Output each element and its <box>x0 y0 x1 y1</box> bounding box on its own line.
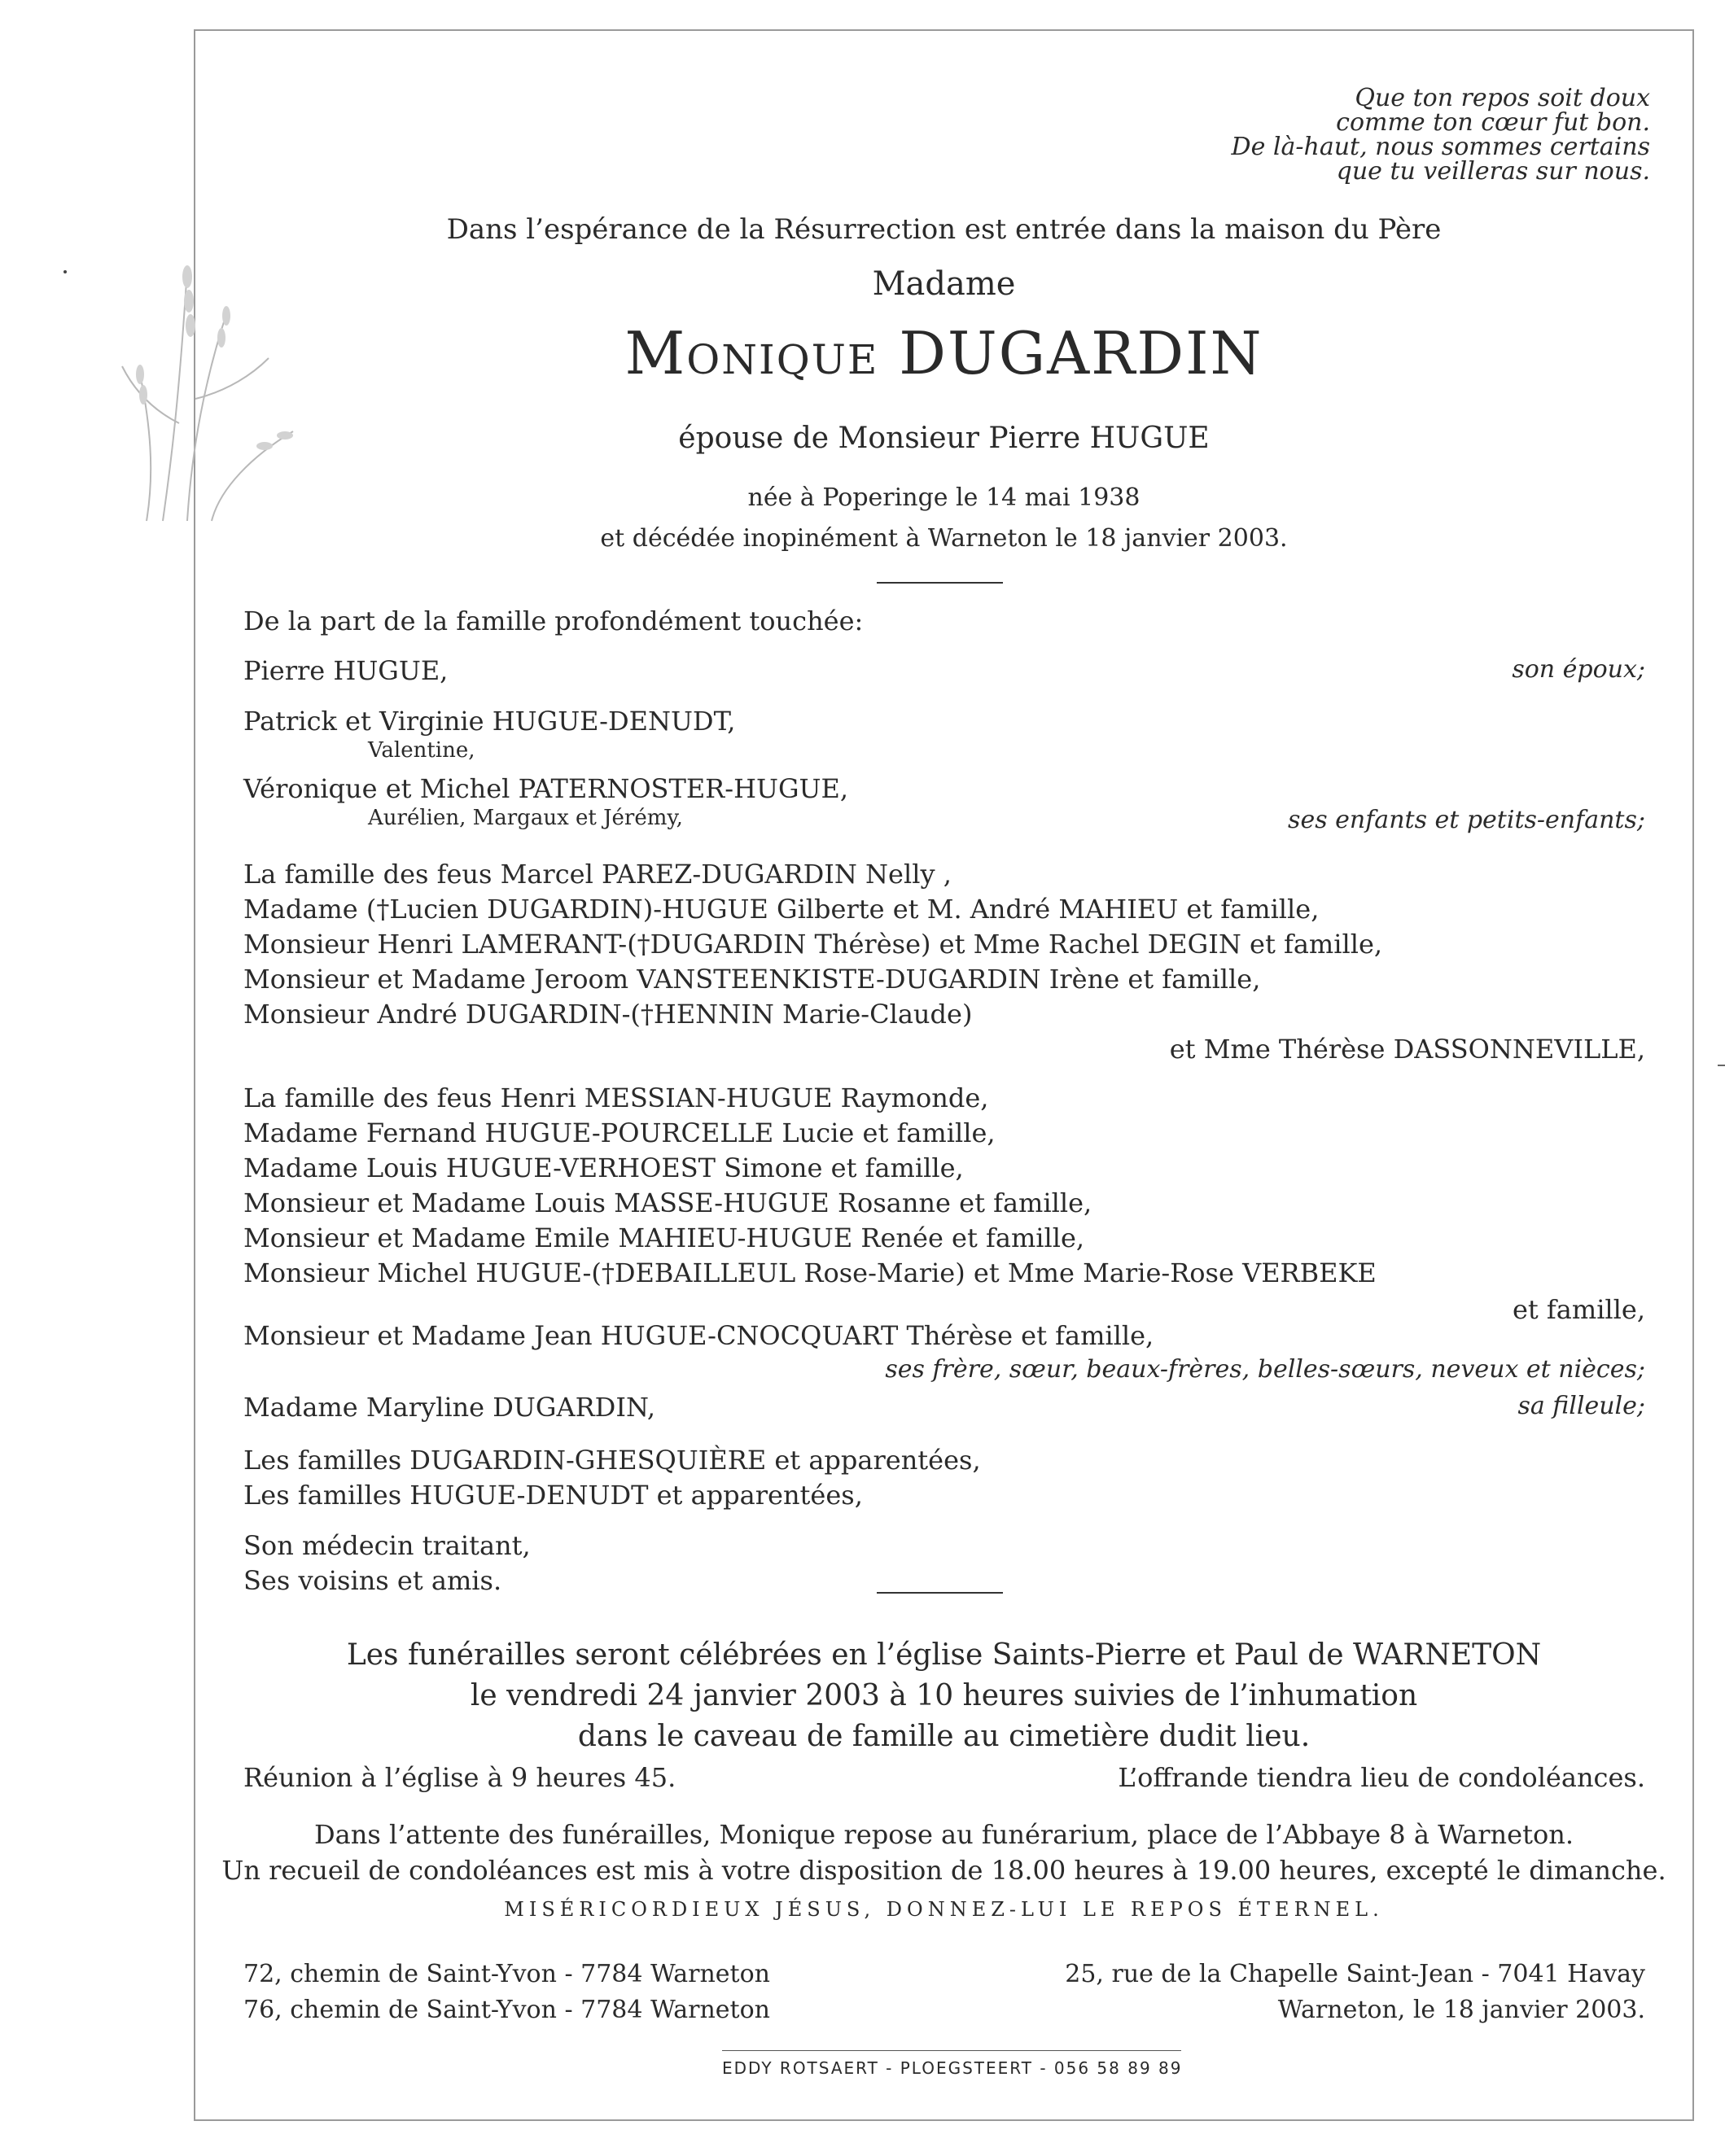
family-member-line: Monsieur et Madame Jeroom VANSTEENKISTE-DUGARDIN Irène et famille, <box>243 964 1261 995</box>
date-place-line: Warneton, le 18 janvier 2003. <box>1277 1996 1645 2024</box>
death-line: et décédée inopinément à Warneton le 18 janvier 2003. <box>600 524 1288 553</box>
deceased-first-name: Monique <box>624 319 879 387</box>
family-member-line: Madame Louis HUGUE-VERHOEST Simone et famille, <box>243 1152 964 1183</box>
epigraph-line: comme ton cœur fut bon. <box>1336 108 1650 137</box>
family-member-line: Monsieur et Madame Emile MAHIEU-HUGUE Renée et famille, <box>243 1222 1085 1253</box>
family-member-line: La famille des feus Marcel PAREZ-DUGARDIN Nelly , <box>243 859 952 890</box>
family-member-line: La famille des feus Henri MESSIAN-HUGUE Raymonde, <box>243 1082 989 1113</box>
spouse-line: épouse de Monsieur Pierre HUGUE <box>678 422 1210 455</box>
epigraph-line: De là-haut, nous sommes certains <box>1231 133 1650 161</box>
family-member-line: Ses voisins et amis. <box>243 1565 502 1596</box>
family-member-line: Valentine, <box>368 738 475 763</box>
family-member-line: Madame (†Lucien DUGARDIN)-HUGUE Gilberte et M. André MAHIEU et famille, <box>243 894 1320 925</box>
relationship-label: ses frère, sœur, beaux-frères, belles-sœurs, neveux et nièces; <box>885 1355 1645 1384</box>
relationship-label: son époux; <box>1512 655 1645 684</box>
intro-text: Dans l’espérance de la Résurrection est entrée dans la maison du Père <box>446 213 1442 246</box>
edge-mark <box>1718 1065 1725 1066</box>
family-member-line: et famille, <box>1512 1294 1645 1325</box>
family-member-line: Monsieur et Madame Louis MASSE-HUGUE Rosanne et famille, <box>243 1187 1092 1218</box>
family-member-line: et Mme Thérèse DASSONNEVILLE, <box>1169 1034 1645 1065</box>
divider <box>877 1592 1003 1594</box>
funeral-line: le vendredi 24 janvier 2003 à 10 heures suivies de l’inhumation <box>470 1679 1418 1712</box>
deceased-last-name: DUGARDIN <box>899 319 1263 387</box>
family-member-line: Monsieur Michel HUGUE-(†DEBAILLEUL Rose-Marie) et Mme Marie-Rose VERBEKE <box>243 1257 1377 1288</box>
footer-rule <box>722 2050 1181 2051</box>
wake-info: Dans l’attente des funérailles, Monique repose au funérarium, place de l’Abbaye 8 à Warneton. <box>314 1819 1574 1850</box>
epigraph <box>1232 86 1650 184</box>
address-line: 25, rue de la Chapelle Saint-Jean - 7041 Havay <box>1065 1960 1645 1988</box>
funeral-line: Les funérailles seront célébrées en l’église Saints-Pierre et Paul de WARNETON <box>346 1638 1542 1672</box>
funeral-line: dans le caveau de famille au cimetière dudit lieu. <box>577 1720 1311 1753</box>
family-member-line: Monsieur André DUGARDIN-(†HENNIN Marie-Claude) <box>243 999 973 1030</box>
relationship-label: sa filleule; <box>1517 1392 1645 1420</box>
divider <box>877 582 1003 584</box>
family-intro: De la part de la famille profondément touchée: <box>243 606 864 636</box>
addresses-right <box>1065 1957 1645 2028</box>
family-member-line: Madame Maryline DUGARDIN, <box>243 1392 656 1423</box>
speck <box>63 270 67 273</box>
family-member-line: Patrick et Virginie HUGUE-DENUDT, <box>243 706 736 737</box>
prayer: MISÉRICORDIEUX JÉSUS, DONNEZ-LUI LE REPOS ÉTERNEL. <box>504 1898 1384 1921</box>
birth-line: née à Poperinge le 14 mai 1938 <box>747 483 1141 512</box>
epigraph-line: que tu veilleras sur nous. <box>1336 157 1650 186</box>
family-member-line: Madame Fernand HUGUE-POURCELLE Lucie et famille, <box>243 1117 996 1148</box>
family-member-line: Véronique et Michel PATERNOSTER-HUGUE, <box>243 773 849 804</box>
offering-info: L’offrande tiendra lieu de condoléances. <box>1118 1762 1645 1793</box>
family-member-line: Les familles DUGARDIN-GHESQUIÈRE et apparentées, <box>243 1445 981 1476</box>
family-member-line: Aurélien, Margaux et Jérémy, <box>368 806 683 830</box>
title: Madame <box>872 265 1016 303</box>
family-member-line: Monsieur et Madame Jean HUGUE-CNOCQUART Thérèse et famille, <box>243 1320 1154 1351</box>
address-line: 76, chemin de Saint-Yvon - 7784 Warneton <box>243 1996 770 2024</box>
printer-credit: EDDY ROTSAERT - PLOEGSTEERT - 056 58 89 89 <box>722 2058 1183 2078</box>
relationship-label: ses enfants et petits-enfants; <box>1288 806 1645 834</box>
address-line: 72, chemin de Saint-Yvon - 7784 Warneton <box>243 1960 770 1988</box>
family-member-line: Son médecin traitant, <box>243 1530 531 1561</box>
family-member-line: Monsieur Henri LAMERANT-(†DUGARDIN Thérèse) et Mme Rachel DEGIN et famille, <box>243 929 1383 960</box>
deceased-name <box>194 319 1694 387</box>
family-member-line: Les familles HUGUE-DENUDT et apparentées, <box>243 1480 863 1511</box>
family-member-line: Pierre HUGUE, <box>243 655 449 686</box>
wake-info: Un recueil de condoléances est mis à votre disposition de 18.00 heures à 19.00 heures, excepté le dimanche. <box>221 1855 1666 1886</box>
addresses-left <box>243 1957 770 2028</box>
epigraph-line: Que ton repos soit doux <box>1355 84 1650 112</box>
meeting-info: Réunion à l’église à 9 heures 45. <box>243 1762 676 1793</box>
